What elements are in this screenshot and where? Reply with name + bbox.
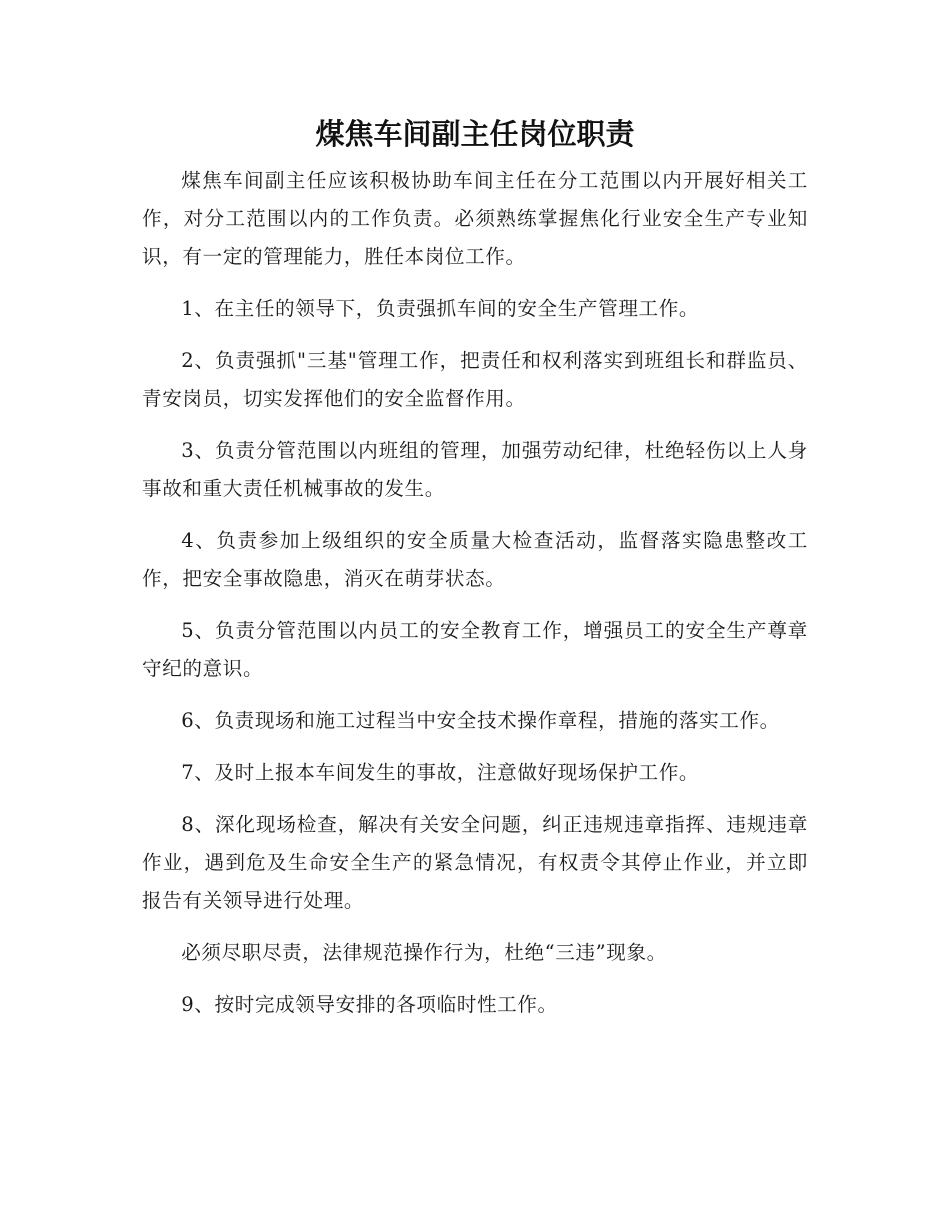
document-title: 煤焦车间副主任岗位职责 <box>315 117 635 151</box>
duty-item-3: 3、负责分管范围以内班组的管理，加强劳动纪律，杜绝轻伤以上人身事故和重大责任机械事故的发生。 <box>142 439 808 500</box>
document-page <box>142 108 808 1038</box>
duty-item-6: 6、负责现场和施工过程当中安全技术操作章程，措施的落实工作。 <box>181 709 780 732</box>
duty-item-9: 9、按时完成领导安排的各项临时性工作。 <box>181 993 558 1016</box>
duty-item-7: 7、及时上报本车间发生的事故，注意做好现场保护工作。 <box>181 761 700 784</box>
duty-item-1: 1、在主任的领导下，负责强抓车间的安全生产管理工作。 <box>181 297 700 320</box>
duty-item-8: 8、深化现场检查，解决有关安全问题，纠正违规违章指挥、违规违章作业，遇到危及生命安全生产的紧急情况，有权责令其停止作业，并立即报告有关领导进行处理。 <box>142 813 808 912</box>
duty-item-2: 2、负责强抓"三基"管理工作，把责任和权利落实到班组长和群监员、青安岗员，切实发挥他们的安全监督作用。 <box>142 349 808 410</box>
duty-note: 必须尽职尽责，法律规范操作行为，杜绝“三违”现象。 <box>181 941 667 964</box>
intro-paragraph: 煤焦车间副主任应该积极协助车间主任在分工范围以内开展好相关工作，对分工范围以内的工作负责。必须熟练掌握焦化行业安全生产专业知识，有一定的管理能力，胜任本岗位工作。 <box>142 169 808 268</box>
duty-item-5: 5、负责分管范围以内员工的安全教育工作，增强员工的安全生产尊章守纪的意识。 <box>142 619 808 680</box>
duty-item-4: 4、负责参加上级组织的安全质量大检查活动，监督落实隐患整改工作，把安全事故隐患，消灭在萌芽状态。 <box>142 529 808 590</box>
